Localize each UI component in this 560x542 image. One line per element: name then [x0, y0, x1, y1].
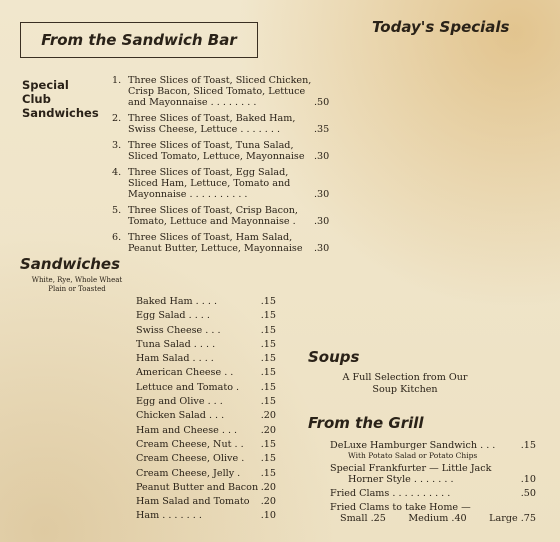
- sandwiches-title: Sandwiches: [20, 255, 121, 273]
- club-item-price: .30: [314, 243, 330, 254]
- sandwich-item: Egg and Olive . . . .15: [136, 396, 276, 408]
- soups-description: A Full Selection from Our Soup Kitchen: [342, 372, 468, 395]
- sandwich-item: Swiss Cheese . . . .15: [136, 324, 276, 336]
- grill-title: From the Grill: [308, 414, 424, 432]
- specials-title: Today's Specials: [372, 18, 510, 36]
- soups-title: Soups: [308, 348, 360, 366]
- club-item-price: .30: [314, 189, 330, 200]
- sandwich-item: Chicken Salad . . . .20: [136, 410, 276, 422]
- grill-list: [330, 440, 536, 527]
- sandwich-item: Ham Salad . . . . .15: [136, 353, 276, 365]
- sandwich-item: Baked Ham . . . . .15: [136, 296, 276, 307]
- club-item-price: .30: [314, 151, 330, 162]
- grill-item: Fried Clams . . . . . . . . . . .50: [330, 488, 536, 499]
- club-item: 1. Three Slices of Toast, Sliced Chicken, Crisp Bacon, Sliced Tomato, Lettuce and Mayonnaise . . . . . . . . .50: [112, 75, 330, 108]
- sandwich-item: Egg Salad . . . . .15: [136, 310, 276, 322]
- grill-item: Fried Clams to take Home — Small .25 Medium .40 Large .75: [330, 502, 536, 524]
- sandwiches-bread-note: White, Rye, Whole Wheat Plain or Toasted: [31, 276, 123, 293]
- sandwich-item: Cream Cheese, Jelly . .15: [136, 467, 276, 479]
- sandwich-list: [136, 295, 276, 524]
- club-item: 6. Three Slices of Toast, Ham Salad, Peanut Butter, Lettuce, Mayonnaise .30: [112, 232, 330, 254]
- club-item: 2. Three Slices of Toast, Baked Ham, Swiss Cheese, Lettuce . . . . . . . .35: [112, 113, 330, 135]
- sandwich-item: Tuna Salad . . . . .15: [136, 338, 276, 350]
- club-item: 4. Three Slices of Toast, Egg Salad, Sliced Ham, Lettuce, Tomato and Mayonnaise . . . . . . . . . . .30: [112, 167, 330, 200]
- club-sandwich-list: [112, 75, 330, 259]
- sandwich-item: Ham and Cheese . . . .20: [136, 424, 276, 436]
- sandwich-item: Lettuce and Tomato . .15: [136, 381, 276, 393]
- club-item-price: .35: [314, 124, 330, 135]
- sandwich-item: Peanut Butter and Bacon .20: [136, 481, 276, 493]
- club-item-price: .30: [314, 216, 330, 227]
- sandwich-item: Cream Cheese, Nut . . .15: [136, 438, 276, 450]
- sandwich-item: Ham . . . . . . . .10: [136, 510, 276, 522]
- grill-item: Special Frankfurter — Little Jack Horner Style . . . . . . . .10: [330, 463, 536, 485]
- club-sandwiches-label: Special Club Sandwiches: [22, 78, 99, 120]
- club-item-price: .50: [314, 97, 330, 108]
- take-home-sizes: Small .25 Medium .40 Large .75: [340, 513, 536, 524]
- grill-item: DeLuxe Hamburger Sandwich . . . With Potato Salad or Potato Chips .15: [330, 440, 536, 460]
- club-item: 3. Three Slices of Toast, Tuna Salad, Sliced Tomato, Lettuce, Mayonnaise .30: [112, 140, 330, 162]
- sandwich-item: American Cheese . . .15: [136, 367, 276, 379]
- sandwich-item: Cream Cheese, Olive . .15: [136, 453, 276, 465]
- sandwich-bar-title-box: [20, 22, 258, 58]
- club-item: 5. Three Slices of Toast, Crisp Bacon, Tomato, Lettuce and Mayonnaise . .30: [112, 205, 330, 227]
- sandwich-bar-title: From the Sandwich Bar: [41, 31, 237, 49]
- sandwich-item: Ham Salad and Tomato .20: [136, 496, 276, 508]
